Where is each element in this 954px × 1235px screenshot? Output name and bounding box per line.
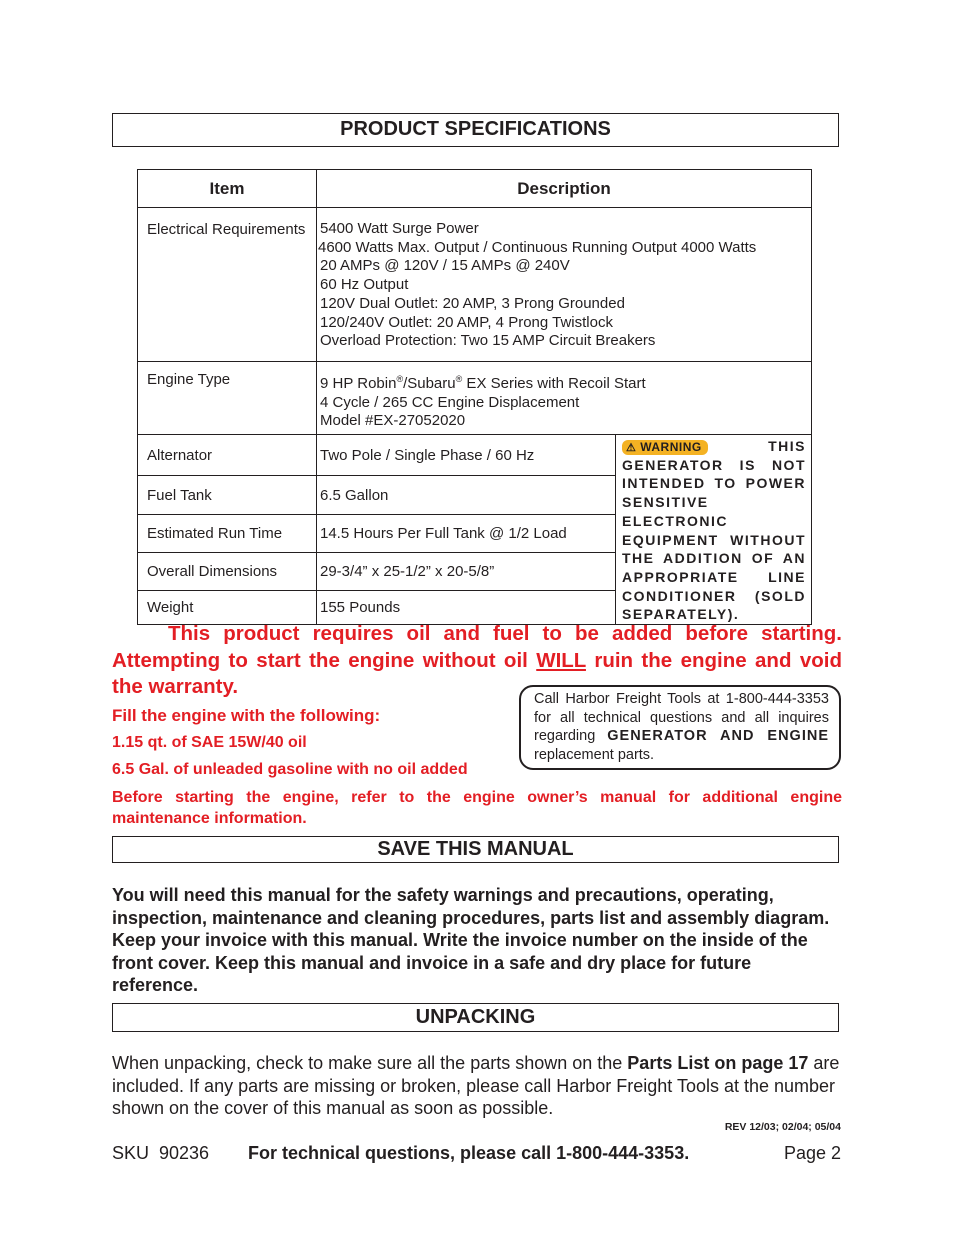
revision-note: REV 12/03; 02/04; 05/04: [724, 1121, 841, 1133]
warning-cell: [616, 435, 812, 625]
footer-phone: For technical questions, please call 1-800-444-3353.: [248, 1143, 690, 1163]
save-manual-title: SAVE THIS MANUAL: [377, 838, 574, 860]
alternator-label: Alternator: [138, 435, 317, 476]
callout-text-end: replacement parts.: [534, 746, 655, 763]
footer-page-number: Page 2: [783, 1143, 841, 1163]
unpacking-title: UNPACKING: [415, 1006, 536, 1028]
alternator-value: Two Pole / Single Phase / 60 Hz: [317, 435, 616, 476]
dimensions-label: Overall Dimensions: [138, 553, 317, 591]
run-time-label: Estimated Run Time: [138, 515, 317, 553]
table-row: [138, 362, 812, 435]
unpacking-heading: [112, 1003, 839, 1032]
run-time-value: 14.5 Hours Per Full Tank @ 1/2 Load: [317, 515, 616, 553]
engine-line: [320, 370, 811, 394]
warning-triangle-icon: ⚠: [626, 442, 637, 454]
dimensions-value: 29-3/4” x 25-1/2” x 20-5/8”: [317, 553, 616, 591]
warning-text: THIS GENERATOR IS NOT INTENDED TO POWER SENSITIVE ELECTRONIC EQUIPMENT WITHOUT THE ADDITION OF AN APPROPRIATE LINE CONDITIONER (SOLD SEPARATELY).: [622, 438, 806, 623]
electrical-line: 120/240V Outlet: 20 AMP, 4 Prong Twistlock: [320, 313, 613, 331]
save-manual-heading: [112, 836, 839, 863]
before-starting-note: Before starting the engine, refer to the engine owner’s manual for additional engine maintenance information.: [112, 789, 842, 827]
parts-list-reference: Parts List on page 17: [627, 1053, 809, 1073]
engine-type-description: [317, 362, 812, 435]
engine-line: Model #EX-27052020: [320, 412, 466, 430]
unpacking-text-start: When unpacking, check to make sure all the parts shown on the: [112, 1053, 628, 1073]
product-specifications-heading: [112, 113, 839, 147]
table-header-row: [138, 170, 812, 208]
table-row: [138, 435, 812, 476]
engine-line: 4 Cycle / 265 CC Engine Displacement: [320, 393, 580, 411]
engine-type-label: [138, 362, 317, 435]
unpacking-text: [112, 1052, 842, 1120]
oil-warning-emphasis: WILL: [536, 648, 586, 672]
electrical-line: 4600 Watts Max. Output / Continuous Running Output 4000 Watts: [318, 238, 757, 256]
footer-sku: SKU 90236: [112, 1143, 210, 1163]
specifications-table: [137, 169, 812, 625]
engine-brand-robin: 9 HP Robin: [320, 375, 397, 392]
engine-series: EX Series with Recoil Start: [462, 375, 646, 392]
weight-label: Weight: [138, 591, 317, 625]
engine-type-label-text: Engine Type: [147, 371, 231, 388]
electrical-line: 20 AMPs @ 120V / 15 AMPs @ 240V: [320, 257, 570, 275]
gasoline-requirement: 6.5 Gal. of unleaded gasoline with no oil added: [112, 761, 468, 778]
electrical-line: 60 Hz Output: [320, 276, 409, 294]
save-manual-text: You will need this manual for the safety warnings and precautions, operating, inspection, maintenance and cleaning procedures, parts list and assembly diagram. Keep your invoice with this manual. Write the invoice number on the inside of the front cover. Keep this manual and invoice in a safe and dry place for future reference.: [112, 885, 830, 995]
engine-brand-subaru: /Subaru: [403, 375, 456, 392]
warning-badge: [622, 440, 708, 455]
fuel-tank-label: Fuel Tank: [138, 476, 317, 515]
fill-engine-title: Fill the engine with the following:: [112, 706, 381, 725]
callout-text: Call Harbor Freight Tools at 1-800-444-3353 for all technical questions and all inquires regarding: [534, 691, 829, 745]
electrical-label: [138, 208, 317, 362]
electrical-line: Overload Protection: Two 15 AMP Circuit Breakers: [320, 332, 656, 350]
weight-value: 155 Pounds: [317, 591, 616, 625]
registered-mark: ®: [396, 374, 404, 384]
callout-bold-text: GENERATOR AND ENGINE: [607, 728, 829, 745]
warning-badge-text: WARNING: [640, 440, 702, 454]
header-description: Description: [317, 170, 812, 208]
electrical-label-text: Electrical Requirements: [147, 221, 306, 238]
unpacking-text-end: are included. If any parts are missing or broken, please call Harbor Freight Tools at the number shown on the cover of this manual as soon as possible.: [112, 1053, 840, 1118]
electrical-line: 5400 Watt Surge Power: [320, 220, 479, 237]
oil-warning-text-end: ruin the engine and void the warranty.: [112, 648, 842, 698]
technical-questions-callout: [519, 685, 841, 770]
fuel-tank-value: 6.5 Gallon: [317, 476, 616, 515]
electrical-line: 120V Dual Outlet: 20 AMP, 3 Prong Grounded: [320, 294, 625, 312]
table-row: [138, 208, 812, 362]
registered-mark: ®: [455, 374, 463, 384]
oil-requirement: 1.15 qt. of SAE 15W/40 oil: [112, 734, 307, 751]
electrical-description: [317, 208, 812, 362]
header-item: Item: [138, 170, 317, 208]
product-specifications-title: PRODUCT SPECIFICATIONS: [340, 118, 611, 140]
oil-warning-text: This product requires oil and fuel to be added before starting. Attempting to start the engine without oil: [112, 622, 842, 672]
